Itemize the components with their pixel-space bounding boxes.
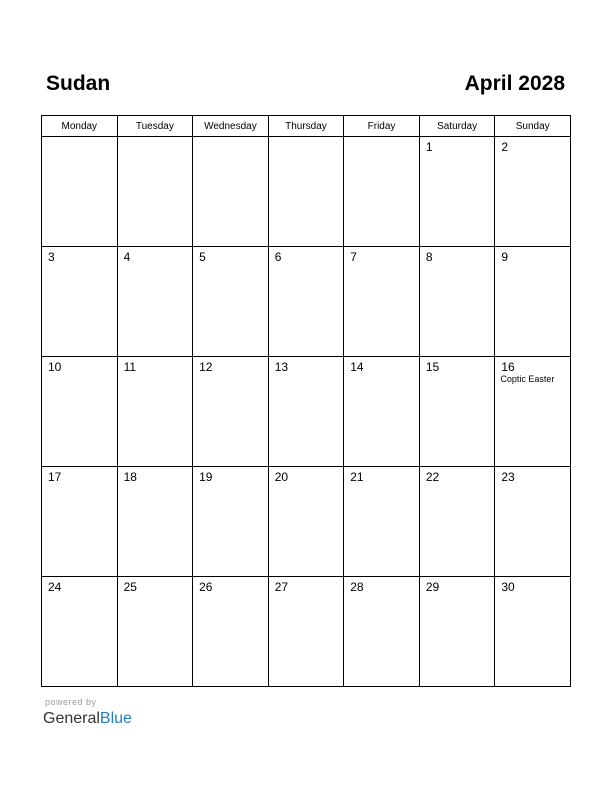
day-number — [42, 137, 117, 140]
day-number: 7 — [350, 250, 357, 264]
day-cell — [268, 247, 344, 357]
day-number: 27 — [274, 580, 289, 594]
day-cell — [193, 467, 269, 577]
day-cell — [42, 577, 118, 687]
brand-logo — [43, 708, 132, 730]
powered-by-text: powered by — [45, 697, 97, 707]
day-cell — [419, 137, 495, 247]
day-cell — [117, 577, 193, 687]
day-number — [269, 137, 344, 140]
day-number: 17 — [48, 470, 62, 484]
day-cell — [42, 357, 118, 467]
week-row — [42, 137, 571, 247]
week-row — [42, 357, 571, 467]
day-number: 15 — [425, 360, 440, 374]
day-number: 13 — [274, 360, 289, 374]
week-row — [42, 577, 571, 687]
day-number: 4 — [123, 250, 131, 264]
month-year-title: April 2028 — [464, 72, 565, 95]
day-cell — [495, 247, 571, 357]
day-number: 24 — [48, 580, 62, 594]
weekday-header-thursday: Thursday — [268, 116, 344, 137]
day-number: 22 — [425, 470, 440, 484]
weekday-header-saturday: Saturday — [419, 116, 495, 137]
holiday-label: Coptic Easter — [500, 374, 555, 384]
day-number: 20 — [274, 470, 289, 484]
country-title: Sudan — [46, 72, 111, 95]
day-number: 16 — [501, 360, 515, 374]
week-row — [42, 247, 571, 357]
day-cell — [419, 577, 495, 687]
day-number: 1 — [425, 140, 433, 154]
day-number: 3 — [48, 250, 55, 264]
day-number: 30 — [501, 580, 515, 594]
weekday-header-wednesday: Wednesday — [193, 116, 269, 137]
day-cell — [117, 357, 193, 467]
day-number: 18 — [123, 470, 137, 484]
day-cell — [495, 467, 571, 577]
day-number — [118, 137, 193, 140]
day-number: 12 — [199, 360, 213, 374]
weekday-header-sunday: Sunday — [495, 116, 571, 137]
brand-name-blue: Blue — [99, 710, 132, 727]
day-cell — [193, 137, 269, 247]
day-number: 25 — [123, 580, 137, 594]
day-cell — [419, 357, 495, 467]
day-cell — [344, 467, 420, 577]
day-cell — [419, 247, 495, 357]
day-cell — [42, 247, 118, 357]
day-number: 9 — [501, 250, 509, 264]
day-cell — [268, 137, 344, 247]
weekday-header-friday: Friday — [344, 116, 420, 137]
day-number: 6 — [274, 250, 282, 264]
day-cell — [495, 137, 571, 247]
day-cell — [42, 467, 118, 577]
day-cell — [193, 577, 269, 687]
weekday-header-row — [42, 116, 571, 137]
day-cell — [193, 247, 269, 357]
day-number: 8 — [425, 250, 433, 264]
day-number — [344, 137, 419, 140]
day-number: 28 — [350, 580, 364, 594]
day-cell — [117, 137, 193, 247]
day-number: 5 — [199, 250, 206, 264]
day-cell — [419, 467, 495, 577]
day-cell — [42, 137, 118, 247]
day-number: 14 — [350, 360, 364, 374]
day-cell — [117, 247, 193, 357]
day-number: 2 — [501, 140, 509, 154]
day-cell — [344, 577, 420, 687]
day-number: 23 — [501, 470, 515, 484]
day-cell — [344, 247, 420, 357]
day-cell — [268, 467, 344, 577]
day-number: 26 — [199, 580, 213, 594]
week-row — [42, 467, 571, 577]
brand-name-general: General — [43, 710, 100, 727]
day-cell — [344, 137, 420, 247]
day-number: 21 — [350, 470, 364, 484]
weekday-header-tuesday: Tuesday — [117, 116, 193, 137]
day-cell — [268, 357, 344, 467]
day-cell — [117, 467, 193, 577]
day-cell — [344, 357, 420, 467]
day-cell — [193, 357, 269, 467]
day-cell — [268, 577, 344, 687]
calendar-grid — [41, 115, 571, 687]
day-number: 10 — [48, 360, 62, 374]
day-cell — [495, 577, 571, 687]
day-number: 29 — [425, 580, 440, 594]
day-cell — [495, 357, 571, 467]
footer-branding — [43, 697, 132, 730]
day-number: 19 — [199, 470, 213, 484]
day-number — [193, 137, 268, 140]
weekday-header-monday: Monday — [42, 116, 118, 137]
day-number: 11 — [123, 360, 137, 374]
